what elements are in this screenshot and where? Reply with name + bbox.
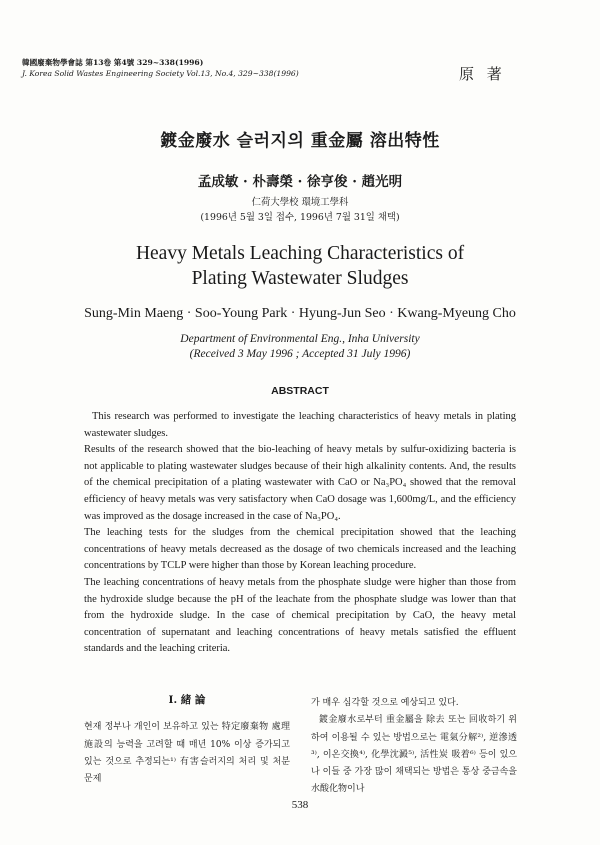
body-paragraph-left: 현재 정부나 개인이 보유하고 있는 特定廢棄物 處理施設의 능력을 고려할 때 매년 10% 이상 증가되고 있는 것으로 추정되는¹⁾ 有害슬러지의 처리 및 처분 문제: [84, 722, 290, 785]
abstract-paragraph-4: The leaching concentrations of heavy metals from the phosphate sludge were higher than those from the hydroxide sludge because the pH of the leachate from the phosphate sludge was lower than that from the hydroxide sludge. In the case of chemical precipitation by CaO, the heavy metal concentration of supernatant and leaching concentrations of heavy metals satisfied the effluent standards and the leaching criteria.: [84, 576, 516, 655]
abstract-paragraph-1: This research was performed to investigate the leaching characteristics of heavy metals in plating wastewater sludges.: [84, 411, 516, 439]
english-title-line-1: Heavy Metals Leaching Characteristics of: [135, 243, 465, 264]
english-affiliation: [0, 332, 600, 362]
abstract-paragraph-3: The leaching tests for the sludges from the chemical precipitation showed that the leaching concentrations of heavy metals decreased as the dosage of two chemicals increased and the leaching concentrations by TCLP were higher than those by Korean leaching procedure.: [84, 527, 516, 572]
article-type-tag: 原 著: [459, 65, 506, 83]
journal-citation-english: J. Korea Solid Wastes Engineering Society Vol.13, No.4, 329~338(1996): [22, 68, 299, 78]
body-paragraph-right-1: 가 매우 심각할 것으로 예상되고 있다.: [311, 698, 459, 708]
abstract-paragraph-2: Results of the research showed that the bio-leaching of heavy metals by sulfur-oxidizing bacteria is not applicable to plating wastewater sludges because of their high alkalinity contents. And, the results of the chemical precipitation of a plating wastewater with CaO or Na₃PO₄ showed that the removal efficiency of heavy metals was very satisfactory when CaO dosage was 1,600mg/L, and the efficiency was improved as the dosage increased in the case of Na₃PO₄.: [84, 444, 516, 522]
journal-citation: [22, 58, 299, 79]
korean-dates: (1996년 5월 3일 접수, 1996년 7월 31일 채택): [200, 212, 400, 223]
english-dates: (Received 3 May 1996 ; Accepted 31 July 1996): [189, 348, 411, 360]
english-title-line-2: Plating Wastewater Sludges: [191, 268, 409, 289]
korean-authors: 孟成敏 · 朴壽榮 · 徐亨俊 · 趙光明: [197, 174, 403, 190]
section-heading-introduction: I. 緒 論: [168, 694, 206, 706]
page-number: 538: [291, 799, 309, 811]
body-column-left: [84, 692, 290, 788]
english-authors: Sung-Min Maeng · Soo-Young Park · Hyung-Jun Seo · Kwang-Myeung Cho: [84, 306, 516, 321]
body-paragraph-right-2: 鍍金廢水로부터 重金屬을 除去 또는 回收하기 위하여 이용될 수 있는 방법으로는 電氣分解²⁾, 逆滲透³⁾, 이온交換⁴⁾, 化學沈澱⁵⁾, 活性炭 吸着⁶⁾ 등이 있으나 이들 중 가장 많이 채택되는 방법은 통상 중금속을 水酸化物이나: [311, 715, 517, 795]
journal-citation-korean: 韓國廢棄物學會誌 第13卷 第4號 329~338(1996): [22, 58, 204, 67]
english-department: Department of Environmental Eng., Inha University: [180, 333, 420, 345]
abstract-body: [84, 409, 516, 658]
korean-title: 鍍金廢水 슬러지의 重金屬 溶出特性: [160, 131, 440, 151]
abstract-heading: ABSTRACT: [271, 385, 329, 397]
body-column-right: [311, 695, 517, 799]
english-title: [0, 241, 600, 291]
korean-department: 仁荷大學校 環境工學科: [251, 197, 349, 208]
